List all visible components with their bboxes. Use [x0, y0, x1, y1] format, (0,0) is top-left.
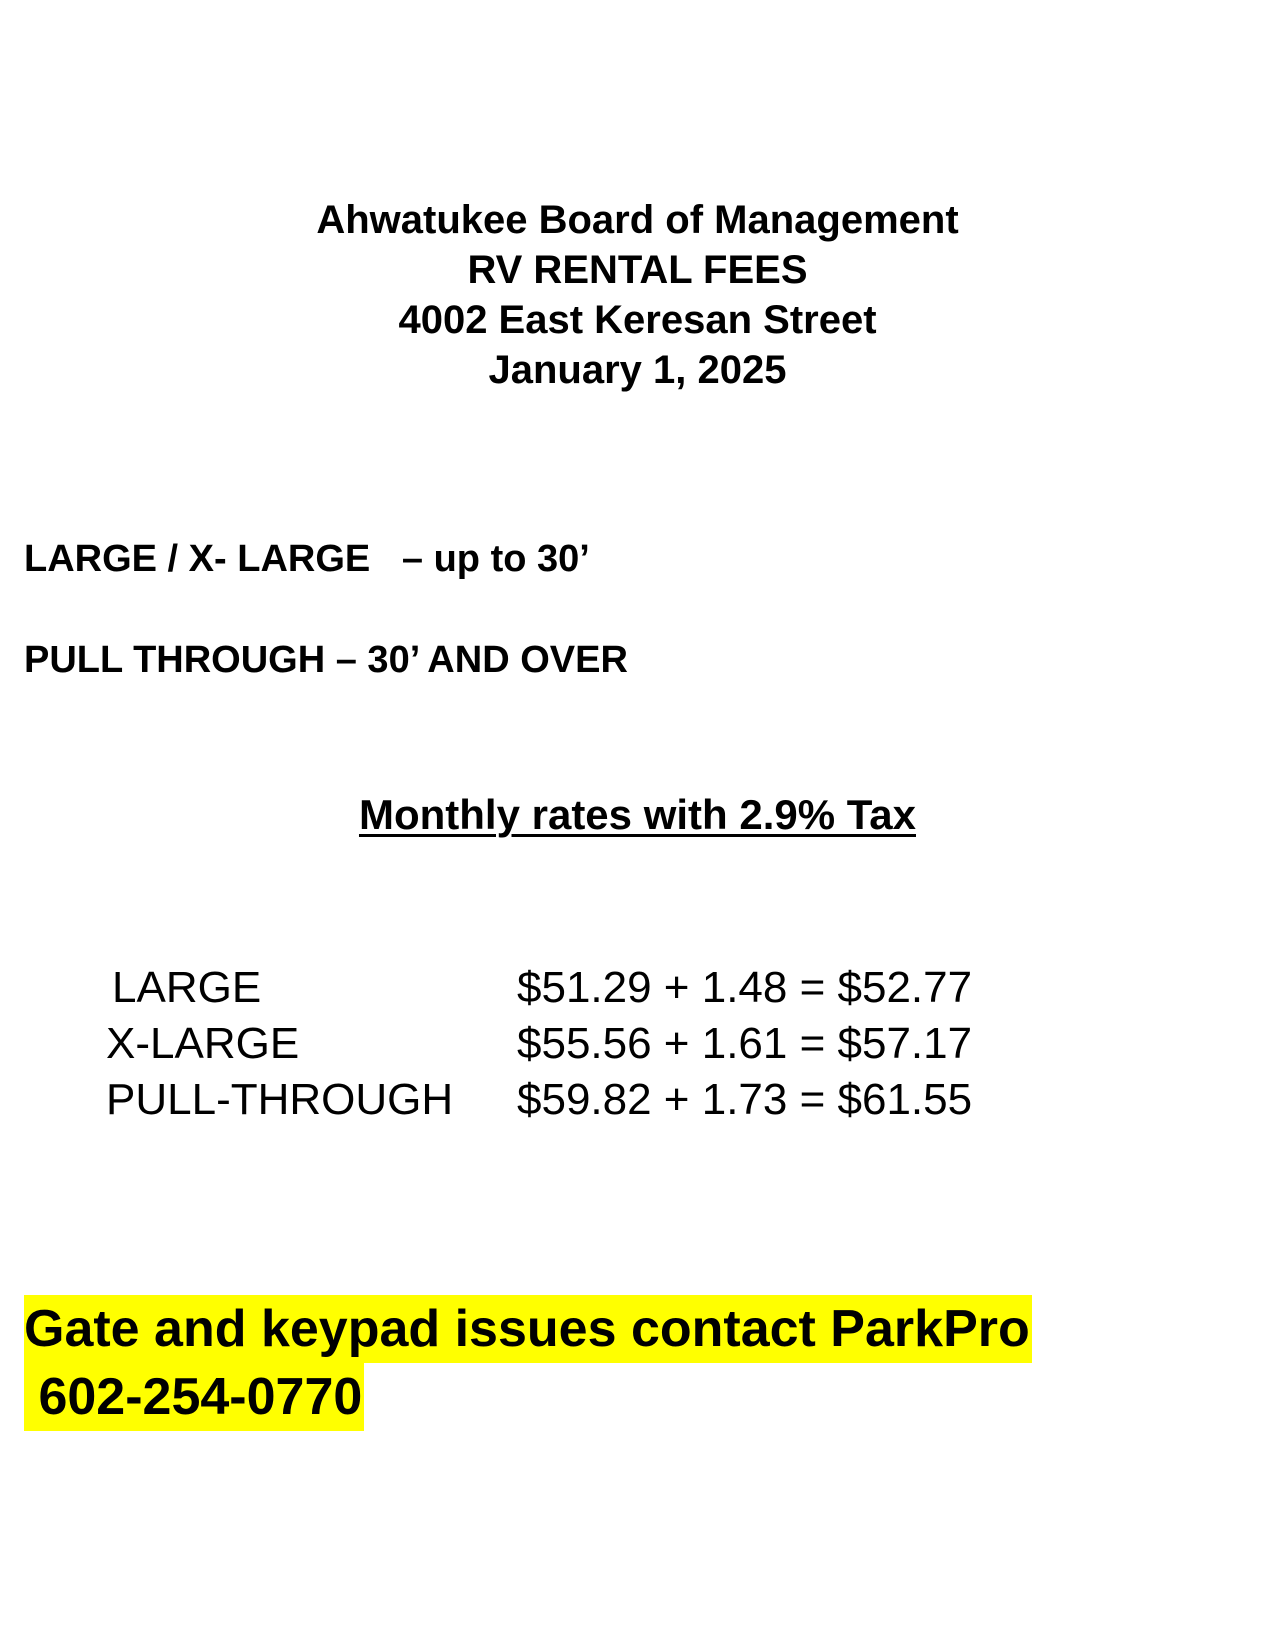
address: 4002 East Keresan Street [398, 298, 877, 342]
rate-row-x-large [0, 1016, 1275, 1072]
rate-calculation: $51.29 + 1.48 = $52.77 [517, 963, 973, 1012]
contact-notice [24, 1295, 1032, 1431]
rate-name: X-LARGE [106, 1019, 300, 1068]
size-definition-pull-through: PULL THROUGH – 30’ AND OVER [24, 639, 628, 681]
effective-date: January 1, 2025 [488, 348, 787, 392]
size-definition-large: LARGE / X- LARGE – up to 30’ [24, 538, 590, 580]
rate-row-large [0, 960, 1275, 1016]
contact-phone: 602-254-0770 [24, 1363, 364, 1431]
rate-name: PULL-THROUGH [106, 1075, 454, 1124]
rate-name: LARGE [112, 963, 262, 1012]
rate-row-pull-through [0, 1072, 1275, 1128]
document-header [0, 195, 1275, 395]
contact-message: Gate and keypad issues contact ParkPro [24, 1295, 1032, 1363]
rates-heading [0, 790, 1275, 840]
rate-calculation: $55.56 + 1.61 = $57.17 [517, 1019, 973, 1068]
rate-calculation: $59.82 + 1.73 = $61.55 [517, 1075, 973, 1124]
rates-table [0, 960, 1275, 1128]
organization-name: Ahwatukee Board of Management [316, 198, 959, 242]
rates-heading-text: Monthly rates with 2.9% Tax [358, 791, 916, 838]
document-title: RV RENTAL FEES [467, 248, 808, 292]
